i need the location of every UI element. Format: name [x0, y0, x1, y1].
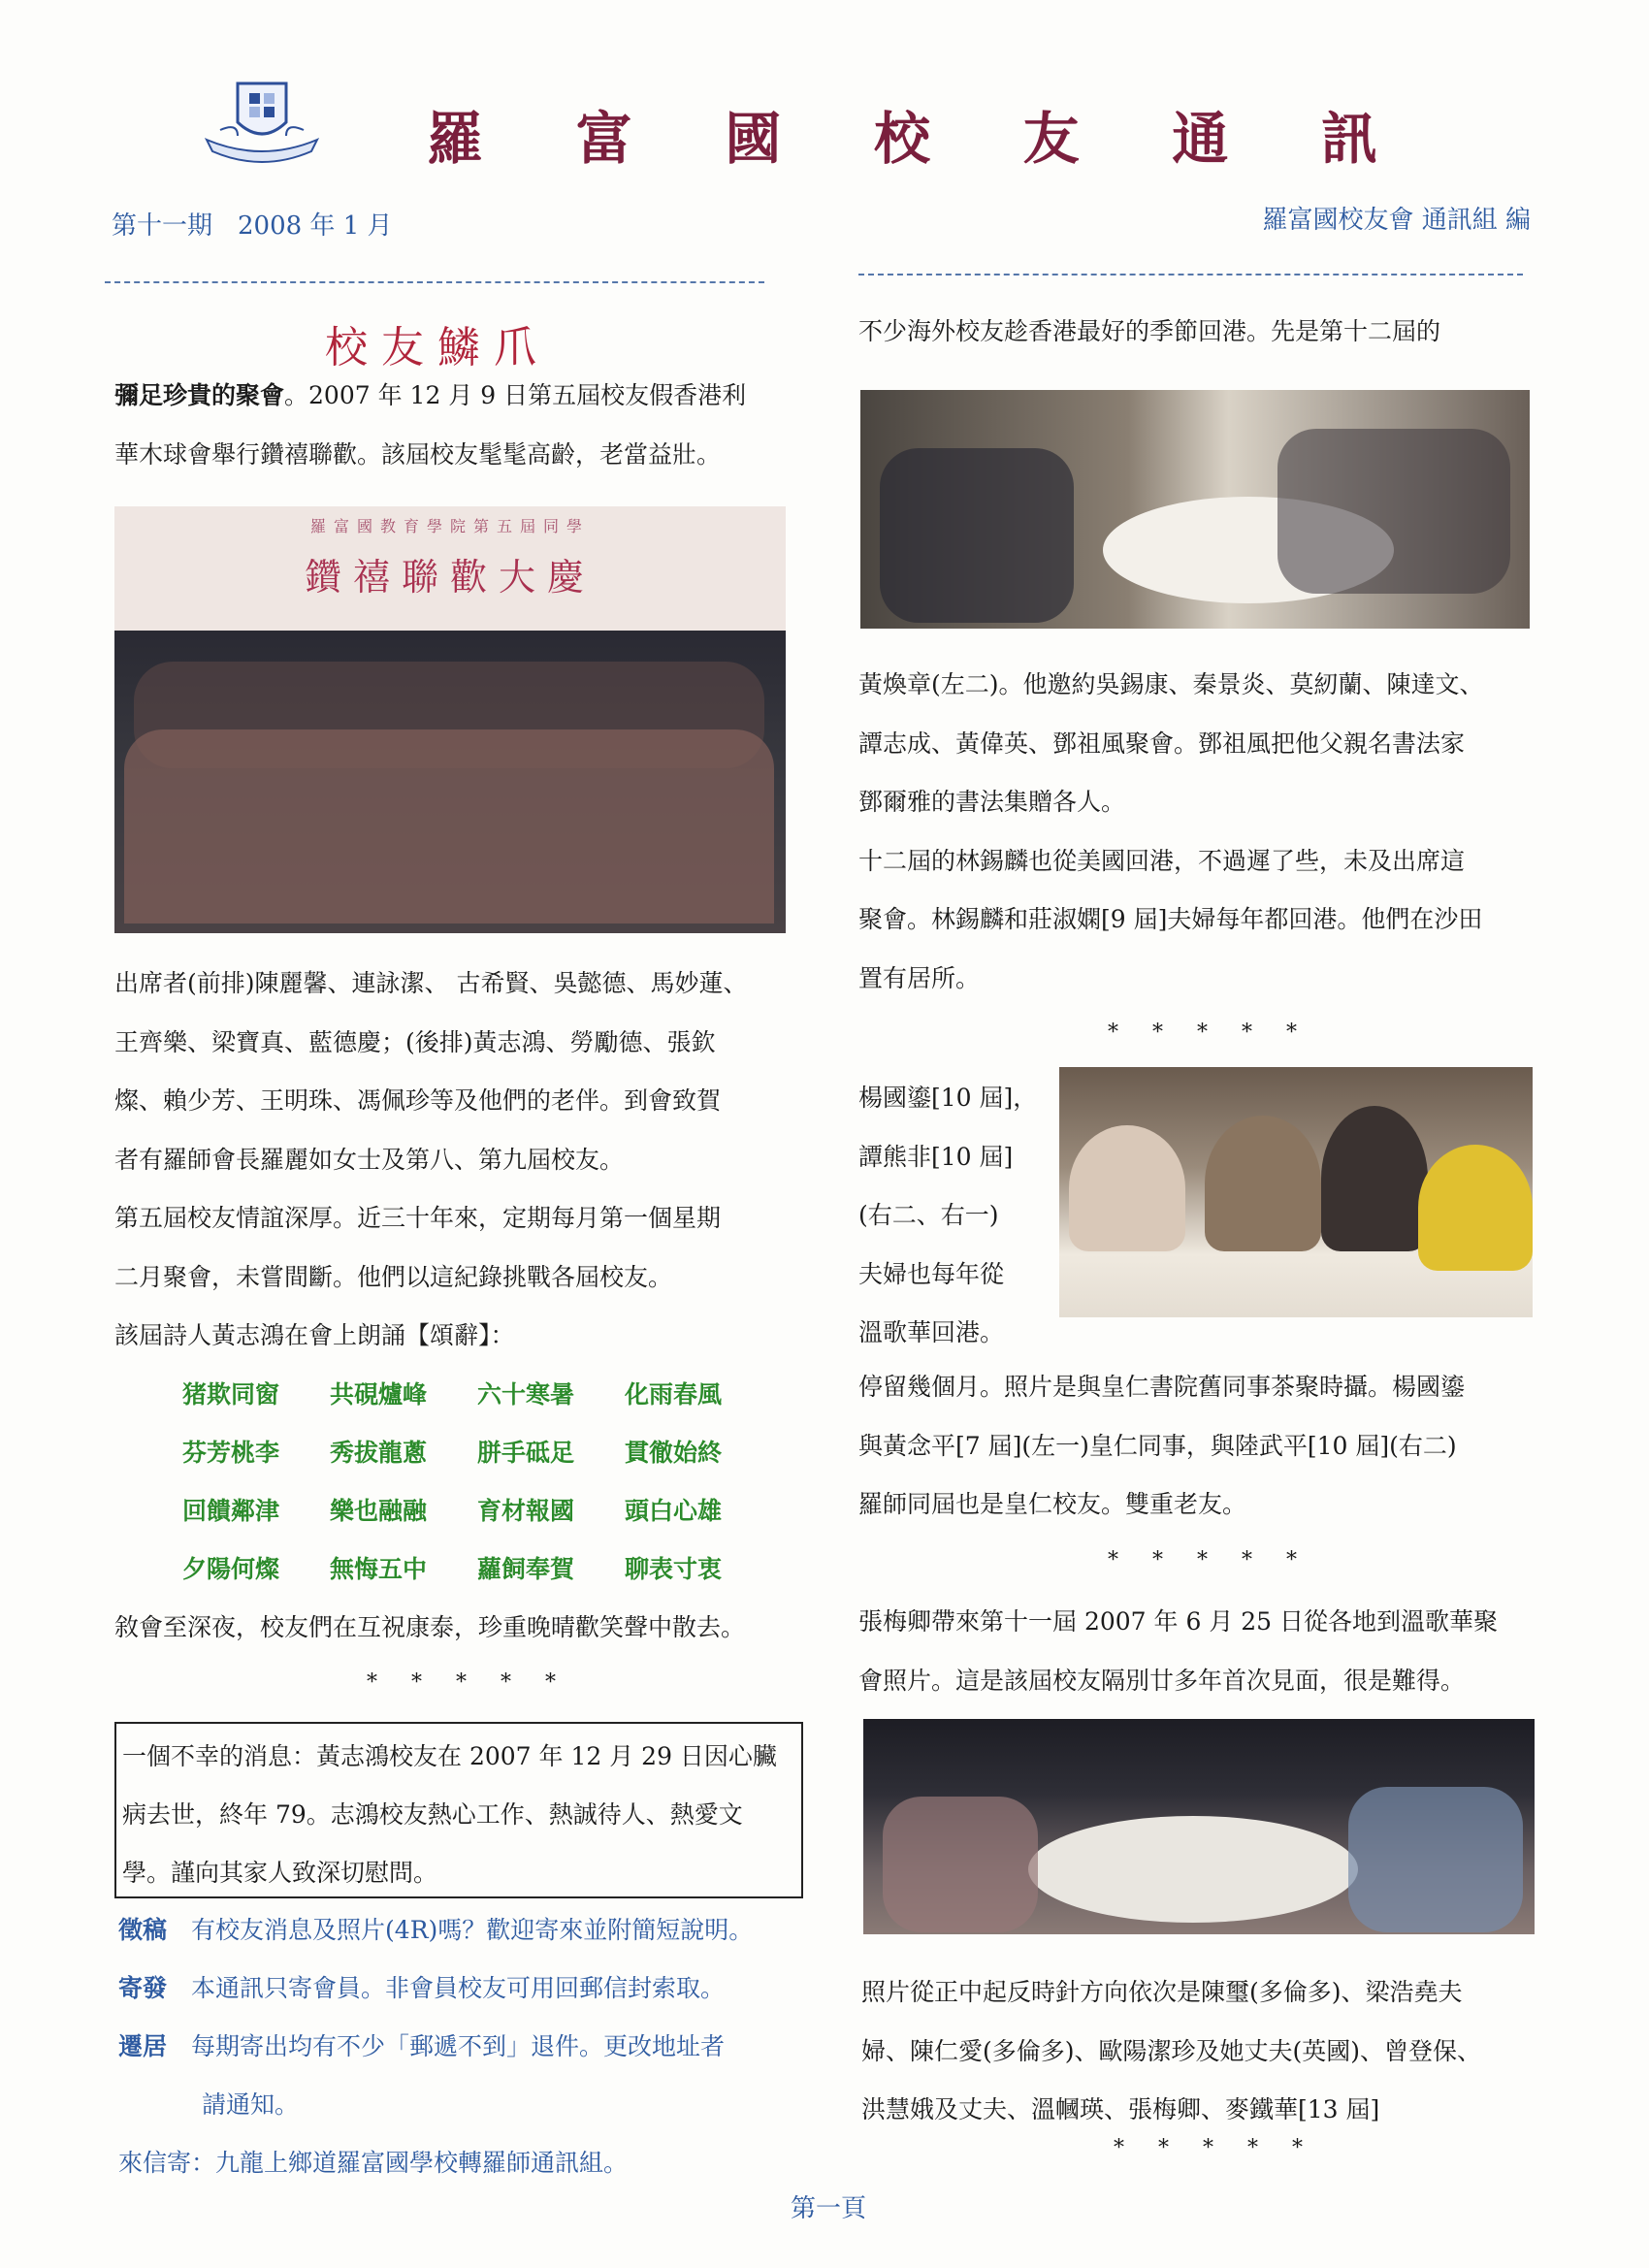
tea-gathering-photo	[1059, 1067, 1533, 1317]
para-line: 第五屆校友情誼深厚。近三十年來，定期每月第一個星期	[114, 1204, 722, 1232]
note-relocation: 遷居 每期寄出均有不少「郵遞不到」退件。更改地址者	[118, 2032, 726, 2060]
para-line: 王齊樂、梁寶真、藍德慶；(後排)黃志鴻、勞勵德、張欽	[114, 1027, 716, 1056]
title-char: 通	[1172, 106, 1229, 172]
diner-2	[1205, 1116, 1321, 1251]
side-line: 楊國鎏[10 屆]，	[858, 1084, 1038, 1112]
closing-text: 敘會至深夜，校友們在互祝康泰，珍重晚晴歡笑聲中散去。	[114, 1613, 746, 1641]
round-table	[1028, 1816, 1358, 1923]
notice-line: 學。謹向其家人致深切慰問。	[122, 1859, 438, 1887]
side-line: (右二、右一)	[858, 1201, 999, 1229]
para-line: 十二屆的林錫麟也從美國回港，不過遲了些，未及出席這	[858, 846, 1466, 875]
para-line: 出席者(前排)陳麗馨、連詠潔、 古希賢、吳懿德、馬妙蓮、	[114, 969, 748, 997]
right-divider	[858, 274, 1523, 275]
note-relocation-cont: 請通知。	[202, 2090, 300, 2119]
title-char: 友	[1022, 106, 1080, 172]
notice-line: 病去世，終年 79。志鴻校友熱心工作、熱誠待人、熱愛文	[122, 1800, 743, 1829]
poem-line-4: 夕陽何燦 無悔五中 蘿飼奉賀 聊表寸衷	[182, 1555, 723, 1583]
stars-separator: * * * * *	[1114, 2136, 1316, 2160]
reunion-group-photo	[114, 506, 786, 933]
para-line: 會照片。這是該屆校友隔別廿多年首次見面，很是難得。	[858, 1666, 1466, 1695]
obituary-notice	[114, 1722, 803, 1898]
diner-1	[1069, 1125, 1185, 1251]
banner-big-text: 鑽禧聯歡大慶	[304, 556, 596, 599]
para-line: 照片從正中起反時針方向依次是陳璽(多倫多)、梁浩堯夫	[861, 1978, 1463, 2006]
title-char: 富	[575, 106, 632, 172]
reunion-lunch-photo	[860, 390, 1530, 629]
banner-small-text: 羅富國教育學院第五屆同學	[309, 517, 590, 535]
front-row-people	[124, 729, 774, 923]
intro-paragraph	[114, 367, 813, 484]
right-paragraph-1	[858, 656, 1537, 1008]
vancouver-reunion-photo	[863, 1719, 1535, 1934]
para-line: 與黃念平[7 屆](左一)皇仁同事，與陸武平[10 屆](右二)	[858, 1431, 1457, 1460]
para-line: 黃煥章(左二)。他邀約吳錫康、秦景炎、莫紉蘭、陳達文、	[858, 670, 1484, 698]
left-divider	[105, 281, 764, 283]
attendees-paragraph	[114, 955, 813, 1366]
right-paragraph-2	[858, 1358, 1537, 1535]
notes-list	[118, 1901, 817, 2192]
title-char: 校	[873, 106, 930, 172]
editor-credit: 羅富國校友會 通訊組 編	[1262, 206, 1531, 235]
para-line: 婦、陳仁愛(多倫多)、歐陽潔珍及她丈夫(英國)、曾登保、	[861, 2036, 1482, 2065]
poem-line-2: 芬芳桃李 秀拔龍蔥 胼手砥足 貫徹始終	[182, 1439, 723, 1467]
stars-separator: * * * * *	[1108, 1021, 1310, 1045]
stars-separator: * * * * *	[1108, 1548, 1310, 1572]
para-line: 譚志成、黃偉英、鄧祖風聚會。鄧祖風把他父親名書法家	[858, 729, 1466, 758]
side-line: 溫歌華回港。	[858, 1318, 1005, 1346]
para-line: 者有羅師會長羅麗如女士及第八、第九屆校友。	[114, 1145, 625, 1174]
para-line: 聚會。林錫麟和莊淑嫻[9 屆]夫婦每年都回港。他們在沙田	[858, 905, 1483, 933]
poem-line-3: 回饋鄰津 樂也融融 育材報國 頭白心雄	[182, 1497, 723, 1525]
side-line: 夫婦也每年從	[858, 1259, 1005, 1288]
stars-separator: * * * * *	[367, 1670, 569, 1695]
note-submissions: 徵稿 有校友消息及照片(4R)嗎？歡迎寄來並附簡短說明。	[118, 1916, 754, 1944]
school-crest-icon	[199, 76, 325, 173]
diner-4	[1418, 1145, 1533, 1271]
notice-line: 一個不幸的消息：黃志鴻校友在 2007 年 12 月 29 日因心臟	[122, 1742, 777, 1770]
para-line: 洪慧娥及丈夫、溫幗瑛、張梅卿、麥鐵華[13 屆]	[861, 2095, 1380, 2123]
section-heading: 校友鱗爪	[325, 323, 550, 373]
title-char: 羅	[427, 106, 484, 172]
right-paragraph-4	[861, 1963, 1540, 2140]
right-paragraph-3	[858, 1593, 1537, 1710]
intro-text: 。2007 年 12 月 9 日第五屆校友假香港利	[284, 381, 747, 409]
para-line: 鄧爾雅的書法集贈各人。	[858, 788, 1126, 816]
page-number: 第一頁	[791, 2194, 867, 2223]
note-distribution: 寄發 本通訊只寄會員。非會員校友可用回郵信封索取。	[118, 1974, 726, 2002]
diners-right	[1277, 429, 1510, 594]
intro-bold: 彌足珍貴的聚會	[114, 381, 285, 409]
title-char: 國	[725, 106, 782, 172]
diners-right	[1348, 1787, 1523, 1932]
title-char: 訊	[1320, 106, 1377, 172]
para-line: 停留幾個月。照片是與皇仁書院舊同事茶聚時攝。楊國鎏	[858, 1373, 1466, 1401]
intro-text-2: 華木球會舉行鑽禧聯歡。該屆校友髦髦高齡，老當益壯。	[114, 439, 722, 469]
issue-info: 第十一期 2008 年 1 月	[112, 211, 393, 241]
para-line: 羅師同屆也是皇仁校友。雙重老友。	[858, 1490, 1247, 1518]
newsletter-title	[427, 95, 1377, 173]
side-caption	[858, 1069, 1062, 1363]
poem-line-1: 猪欺同窗 共硯爐峰 六十寒暑 化雨春風	[182, 1380, 723, 1409]
right-intro: 不少海外校友趁香港最好的季節回港。先是第十二屆的	[858, 317, 1441, 345]
para-line: 二月聚會，未嘗間斷。他們以這紀錄挑戰各屆校友。	[114, 1262, 673, 1291]
mail-address: 來信寄：九龍上鄉道羅富國學校轉羅師通訊組。	[118, 2149, 629, 2177]
para-line: 燦、賴少芳、王明珠、馮佩珍等及他們的老伴。到會致賀	[114, 1086, 722, 1115]
para-line: 張梅卿帶來第十一屆 2007 年 6 月 25 日從各地到溫歌華聚	[858, 1607, 1499, 1636]
diners-left	[880, 448, 1074, 623]
side-line: 譚熊非[10 屆]	[858, 1142, 1014, 1171]
diners-left	[883, 1797, 1038, 1932]
para-line: 該屆詩人黃志鴻在會上朗誦【頌辭】：	[114, 1321, 515, 1349]
para-line: 置有居所。	[858, 963, 981, 992]
diner-3	[1321, 1106, 1428, 1251]
